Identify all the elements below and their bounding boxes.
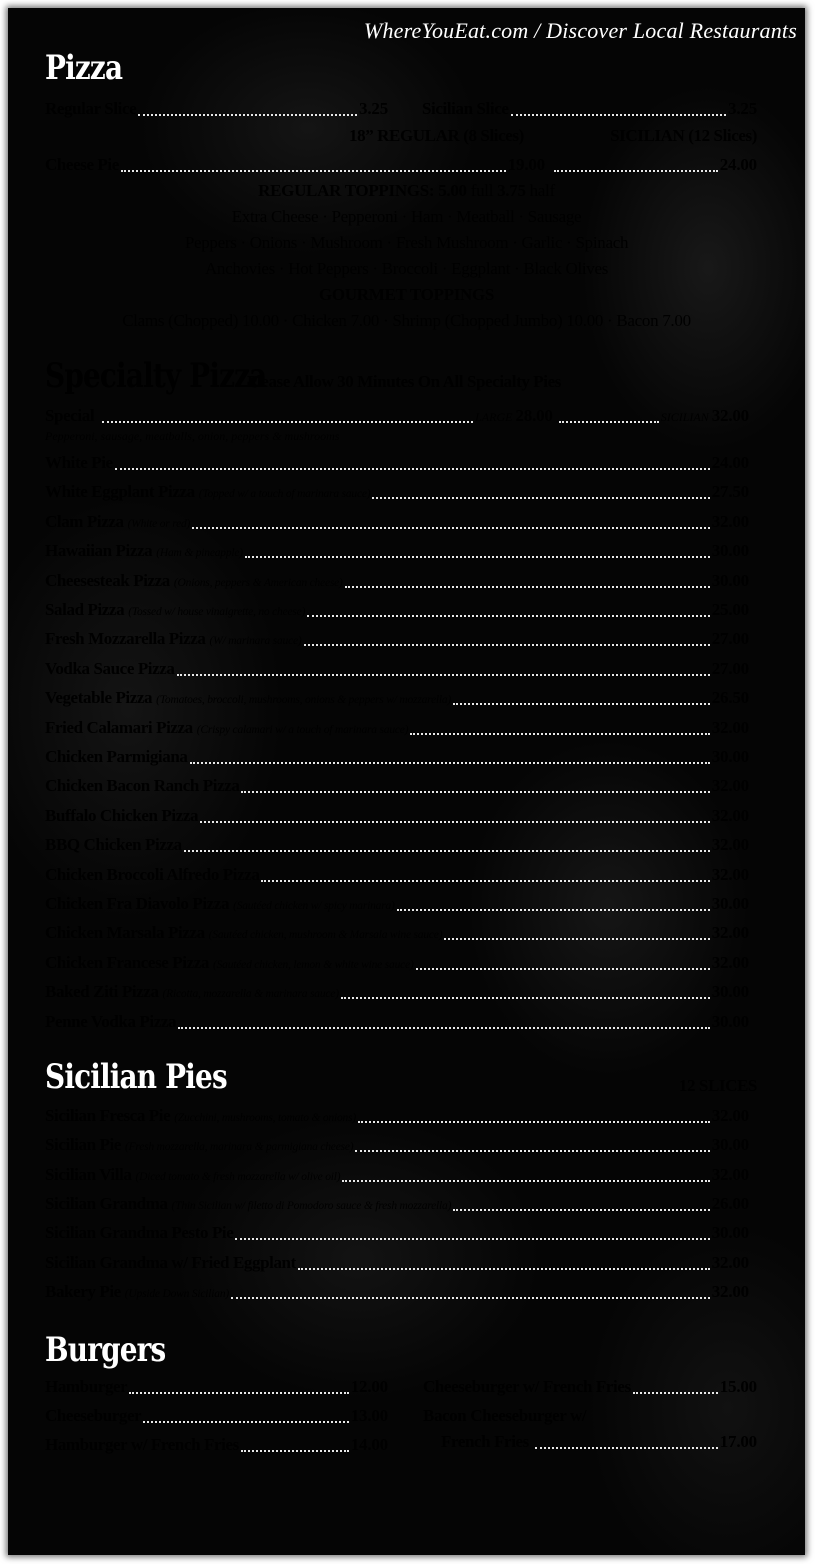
toppings-line: Anchovies · Hot Peppers · Broccoli · Eggplant · Black Olives: [204, 259, 609, 278]
item-price: 32.00: [711, 952, 749, 972]
item-price: 30.00: [711, 541, 749, 561]
item-name: Chicken Parmigiana: [45, 747, 188, 766]
menu-item: [45, 1223, 749, 1245]
item-price-regular: 19.00: [507, 155, 545, 174]
menu-item-cheese-pie-sicilian: [552, 155, 757, 177]
menu-item: [45, 629, 749, 651]
leader-dots: [241, 791, 709, 793]
item-name: Fried Calamari Pizza: [45, 717, 193, 737]
leader-dots: [138, 114, 357, 116]
gourmet-toppings-label: GOURMET TOPPINGS: [318, 285, 495, 304]
item-price: 3.25: [728, 99, 757, 118]
sicilian-label: SICILIAN: [660, 410, 709, 424]
item-price: 32.00: [711, 923, 749, 943]
item-name: Clam Pizza: [45, 511, 124, 531]
menu-item: [45, 982, 749, 1004]
item-name: Chicken Broccoli Alfredo Pizza: [45, 864, 260, 884]
leader-dots: [559, 421, 659, 423]
item-description: (Tossed w/ house vinaigrette, no cheese): [128, 606, 306, 618]
menu-item: [45, 571, 749, 593]
item-name: Salad Pizza: [45, 600, 125, 619]
item-name: Cheeseburger: [45, 1406, 142, 1425]
leader-dots: [115, 468, 710, 470]
menu-item: [45, 688, 749, 710]
menu-item: [45, 512, 749, 534]
item-name: Cheesesteak Pizza: [45, 570, 170, 590]
item-name: BBQ Chicken Pizza: [45, 835, 182, 855]
leader-dots: [345, 586, 710, 588]
item-name: Sicilian Grandma: [45, 1193, 168, 1213]
item-description: (Sautéed chicken, lemon & white wine sauce): [213, 958, 414, 971]
leader-dots: [410, 733, 709, 735]
gourmet-toppings-line: Clams (Chopped) 10.00 · Chicken 7.00 · Shrimp (Chopped Jumbo) 10.00 · Bacon 7.00: [122, 311, 691, 330]
leader-dots: [453, 703, 710, 705]
item-description: (Upside Down Sicilian): [124, 1287, 229, 1300]
item-description: (Zucchini, mushrooms, tomato & onions): [174, 1112, 356, 1124]
leader-dots: [298, 1268, 710, 1270]
item-description: (Sautéed chicken w/ spicy marinara): [233, 900, 395, 912]
leader-dots: [235, 1238, 709, 1240]
leader-dots: [444, 938, 709, 940]
item-price: 15.00: [719, 1377, 757, 1396]
item-name: Vegetable Pizza: [45, 688, 153, 708]
leader-dots: [358, 1121, 710, 1123]
toppings-line: Extra Cheese · Pepperoni · Ham · Meatball · Sausage: [231, 207, 582, 226]
specialty-note: Please Allow 30 Minutes On All Specialty Pies: [247, 372, 561, 391]
leader-dots: [554, 170, 718, 172]
menu-item: [45, 1435, 388, 1457]
item-price: 25.00: [711, 600, 749, 619]
leader-dots: [178, 1027, 710, 1029]
item-name: Special: [45, 406, 95, 425]
item-name: Chicken Francese Pizza: [45, 952, 209, 972]
leader-dots: [372, 497, 709, 499]
leader-dots: [177, 674, 710, 676]
item-price: 27.00: [711, 629, 749, 649]
item-price: 30.00: [711, 570, 749, 590]
menu-item: [45, 1377, 388, 1399]
item-price: 30.00: [711, 1135, 749, 1155]
item-name: Hamburger w/ French Fries: [45, 1435, 239, 1454]
item-price: 32.00: [711, 1252, 749, 1272]
item-description: (Diced tomato & fresh mozzarella w/ olive oil): [135, 1170, 341, 1183]
specialty-header: [45, 356, 561, 396]
section-title-pizza: Pizza: [45, 48, 123, 88]
menu-item: [45, 806, 749, 828]
item-price: 32.00: [711, 1106, 749, 1125]
item-description: (Sautéed chicken, mushroom & Marsala wine sauce): [208, 929, 443, 942]
topping-full-label: full: [470, 181, 494, 200]
item-name: Bacon Cheeseburger w/: [423, 1406, 587, 1425]
section-title-specialty: Specialty Pizza: [45, 356, 267, 396]
menu-item: [45, 1106, 749, 1128]
menu-item: [45, 1406, 388, 1428]
item-price: 3.25: [359, 99, 388, 118]
leader-dots: [261, 880, 709, 882]
topping-full-price: 5.00: [438, 181, 467, 200]
leader-dots: [129, 1392, 348, 1394]
leader-dots: [304, 644, 710, 646]
item-name: Cheese Pie: [45, 155, 119, 174]
item-price: 32.00: [711, 835, 749, 855]
menu-item: [45, 541, 749, 563]
item-name: Sicilian Pie: [45, 1135, 121, 1155]
item-name: Chicken Marsala Pizza: [45, 923, 205, 943]
item-description: (Tomatoes, broccoli, mushrooms, onions & peppers w/ mozzarella): [156, 694, 452, 707]
special-description: Pepperoni, sausage, meatballs, onion, peppers & mushrooms: [45, 429, 340, 443]
leader-dots: [184, 850, 710, 852]
item-name: Sicilian Slice: [422, 99, 509, 118]
item-description: (White or red): [127, 517, 191, 530]
menu-item: [45, 482, 749, 504]
leader-dots: [241, 1450, 349, 1452]
item-name: Vodka Sauce Pizza: [45, 658, 175, 678]
menu-item: [45, 776, 749, 798]
section-title-sicilian: Sicilian Pies: [45, 1057, 227, 1097]
leader-dots: [397, 909, 710, 911]
item-description: (Thin Sicilian w/ filetto di Pomodoro sauce & fresh mozzarella): [171, 1199, 452, 1212]
menu-item: [45, 453, 749, 475]
item-price: 24.00: [711, 453, 749, 472]
site-title: WhereYouEat.com / Discover Local Restaurants: [363, 18, 797, 43]
menu-item: [45, 865, 749, 887]
item-name: White Pie: [45, 453, 113, 472]
leader-dots: [535, 1447, 718, 1449]
item-price: 30.00: [711, 747, 749, 766]
item-price: 32.00: [711, 717, 749, 737]
section-title-burgers: Burgers: [45, 1330, 166, 1370]
item-price: 32.00: [711, 776, 749, 796]
item-description: (Crispy calamari w/ a touch of marinara sauce): [196, 723, 409, 736]
menu-item: [45, 953, 749, 975]
item-price: 32.00: [711, 1164, 749, 1184]
item-name: Cheeseburger w/ French Fries: [423, 1377, 631, 1396]
regular-toppings-header: [8, 181, 805, 201]
menu-item: [45, 600, 749, 622]
menu-item-special: [45, 406, 749, 428]
leader-dots: [633, 1392, 718, 1394]
menu-item: [45, 1194, 749, 1216]
leader-dots: [231, 1297, 710, 1299]
leader-dots: [453, 1209, 710, 1211]
item-description: (W/ marinara sauce): [209, 635, 302, 648]
item-price: 17.00: [719, 1432, 757, 1451]
item-price: 30.00: [711, 982, 749, 1002]
item-name: Sicilian Fresca Pie: [45, 1106, 171, 1125]
item-price: 30.00: [711, 894, 749, 913]
leader-dots: [200, 821, 710, 823]
item-name: Sicilian Grandma w/ Fried Eggplant: [45, 1252, 296, 1272]
menu-item: [422, 99, 757, 121]
topping-half-price: 3.75: [497, 181, 526, 200]
item-description: (Ham & pineapple): [156, 547, 243, 560]
item-price: 26.50: [711, 688, 749, 708]
item-price-sicilian: 24.00: [719, 155, 757, 174]
item-price: 32.00: [711, 864, 749, 884]
item-price: 12.00: [350, 1377, 388, 1396]
item-price: 32.00: [711, 1281, 749, 1301]
column-header-sicilian: SICILIAN (12 Slices): [610, 126, 757, 145]
item-name: Regular Slice: [45, 99, 137, 118]
item-price-sicilian: 32.00: [711, 406, 749, 425]
item-name: Chicken Bacon Ranch Pizza: [45, 776, 240, 796]
item-name-line2: French Fries: [441, 1432, 529, 1451]
item-description: (Topped w/ a touch of marinara sauce): [198, 488, 371, 501]
menu-item: [45, 1165, 749, 1187]
leader-dots: [192, 527, 710, 529]
item-name: Hawaiian Pizza: [45, 541, 153, 561]
leader-dots: [102, 421, 473, 423]
item-name: Sicilian Grandma Pesto Pie: [45, 1223, 234, 1243]
leader-dots: [190, 762, 710, 764]
item-price: 27.50: [711, 482, 749, 502]
leader-dots: [143, 1421, 349, 1423]
item-name: Baked Ziti Pizza: [45, 982, 159, 1002]
menu-item: [441, 1432, 757, 1454]
item-price: 32.00: [711, 805, 749, 825]
item-description: (Fresh mozzarella, marinara & parmigiana cheese): [124, 1141, 354, 1154]
topping-half-label: half: [529, 181, 555, 200]
regular-toppings-label: REGULAR TOPPINGS:: [258, 181, 435, 200]
item-price: 14.00: [350, 1435, 388, 1454]
menu-item: [423, 1377, 757, 1399]
item-name: Penne Vodka Pizza: [45, 1011, 177, 1031]
leader-dots: [121, 170, 506, 172]
item-price: 13.00: [350, 1406, 388, 1425]
menu-item: [45, 718, 749, 740]
menu-item: [45, 835, 749, 857]
item-price: 30.00: [711, 1223, 749, 1243]
menu-item: [45, 894, 749, 916]
item-name: Sicilian Villa: [45, 1164, 132, 1184]
item-price: 26.00: [711, 1193, 749, 1213]
menu-item: [45, 1012, 749, 1034]
menu-item: [45, 1282, 749, 1304]
item-price: 30.00: [711, 1011, 749, 1031]
item-name: Chicken Fra Diavolo Pizza: [45, 894, 230, 913]
item-price: 27.00: [711, 658, 749, 678]
item-name: Fresh Mozzarella Pizza: [45, 629, 206, 649]
menu-item: [45, 1253, 749, 1275]
item-description: (Onions, peppers & American cheese): [173, 576, 343, 589]
item-name: Buffalo Chicken Pizza: [45, 805, 199, 825]
menu-item: [45, 1135, 749, 1157]
item-price-large: 28.00: [515, 406, 553, 425]
item-price: 32.00: [711, 511, 749, 531]
leader-dots: [307, 615, 710, 617]
item-name: Hamburger: [45, 1377, 128, 1396]
leader-dots: [355, 1150, 709, 1152]
sicilian-slices-label: 12 SLICES: [678, 1076, 757, 1095]
item-name: Bakery Pie: [45, 1281, 121, 1301]
item-description: (Ricotta, mozzarella & marinara sauce): [162, 988, 339, 1001]
menu-item-name-line1: [423, 1406, 757, 1428]
menu-item: [45, 99, 388, 121]
menu-item: [45, 923, 749, 945]
column-header-regular: 18” REGULAR (8 Slices): [349, 126, 524, 145]
leader-dots: [416, 968, 710, 970]
menu-item: [45, 747, 749, 769]
large-label: LARGE: [475, 410, 513, 424]
item-name: White Eggplant Pizza: [45, 482, 195, 502]
toppings-line: Peppers · Onions · Mushroom · Fresh Mushroom · Garlic · Spinach: [184, 233, 629, 252]
menu-item: [45, 659, 749, 681]
leader-dots: [342, 1180, 709, 1182]
leader-dots: [511, 114, 727, 116]
menu-item-cheese-pie: [45, 155, 545, 177]
leader-dots: [341, 997, 710, 999]
leader-dots: [245, 556, 710, 558]
